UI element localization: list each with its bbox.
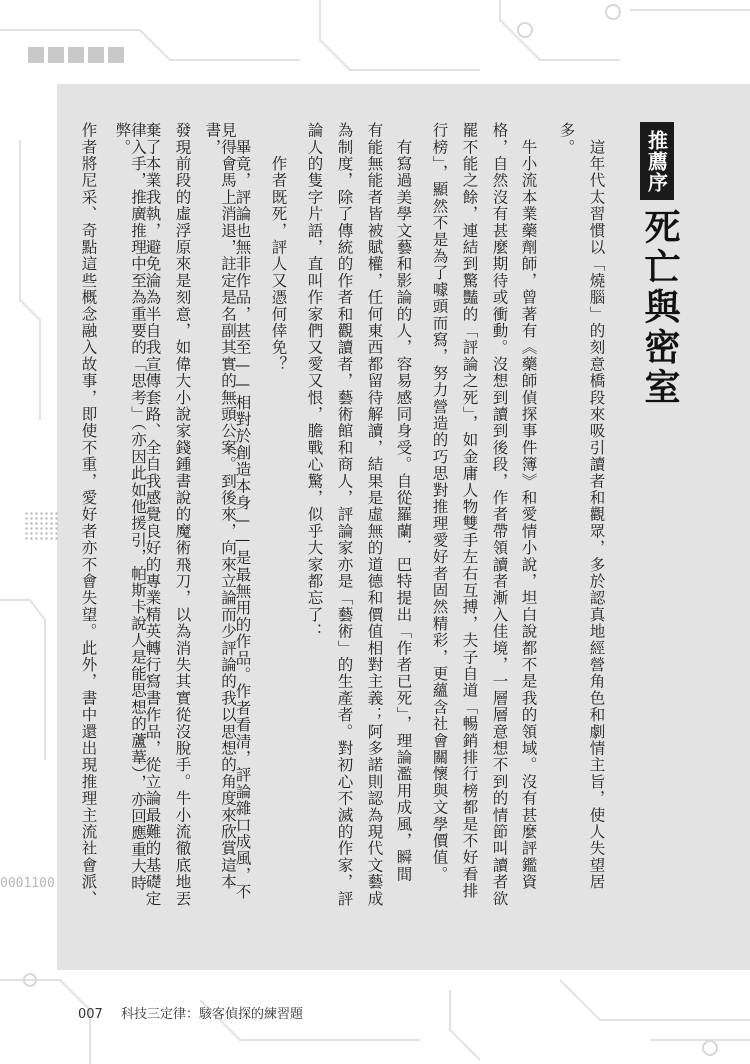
decor-binary-text: 0001100 [0,876,55,891]
page-footer [78,1003,303,1022]
decor-dot-grid [24,511,58,541]
text-column: 有能無能者皆被賦權，任何東西都留待解讀，結果是虛無的道德和價值相對主義；阿多諾則認為現代文藝成 [365,122,384,907]
foreword-badge: 推薦序 [640,122,674,200]
text-column: 作者既死，評人又憑何倖免？ [269,122,288,373]
text-column: 為制度，除了傳統的作者和觀讀者，藝術館和商人，評論家亦是「藝術」的生產者。對初心不滅的作家，評 [335,122,354,907]
text-column: 論人的隻字片語，直叫作家們又愛又恨，膽戰心驚，似乎大家都忘了： [305,122,324,640]
decor-squares [28,47,124,63]
text-column: 罷不能之餘，連結到驚豔的「評論之死」，如金庸人物雙手左右互搏，夫子自道「暢銷排行榜都是不好看排 [460,122,479,900]
text-column: 見得會馬上消退，註定是名副其實的無頭公案。到後來，向來立論而少評論的我以思想的角度來欣賞這本書， [203,122,237,891]
text-column: 棄了本業我執，避免淪為半自我宣傳套路、全自我感覺良好的專業精英轉行寫書作品，從立論最難的基礎定 [143,122,162,907]
page-title: 死亡與密室 [639,208,680,408]
text-column: 發現前段的虛浮原來是刻意，如偉大小說家錢鍾書說的魔術飛刀，以為消失其實從沒脫手。牛小流徹底地丟 [173,122,192,907]
text-column: 律入手，推廣推理中至為重要的「思考」（亦因此如他援引，帕斯卡說人是能思想的蘆葦），亦回應重大時弊。 [113,122,147,892]
text-column: 有寫過美學文藝和影論的人，容易感同身受。自從羅蘭．巴特提出「作者已死」，理論濫用成風，瞬間 [394,122,413,883]
text-column: 牛小流本業藥劑師，曾著有《藥師偵探事件簿》和愛情小說，坦白說都不是我的領域。沒有甚麼評鑑資 [519,122,538,891]
text-column: 行榜」，顯然不是為了噱頭而寫，努力營造的巧思對推理愛好者固然精彩，更蘊含社會關懷與文學價值。 [430,122,449,883]
text-column: 多。 [557,122,576,156]
text-column: 畢竟，評論也無非作品，甚至——相對於創造本身——是最無用的作品。作者看清，評論雜口成風，不 [233,122,252,901]
text-column: 格，自然沒有甚麼期待或衝動。沒想到讀到後段，作者帶領讀者漸入佳境，一層層意想不到的情節叫讀者欲 [490,122,509,907]
page-number: 007 [78,1007,103,1022]
text-column: 作者將尼采、奇點這些概念融入故事，即使不重，愛好者亦不會失望。此外，書中還出現推理主流社會派、 [79,122,98,907]
book-title: 科技三定律：駭客偵探的練習題 [120,1007,303,1022]
text-column: 這年代太習慣以「燒腦」的刻意橋段來吸引讀者和觀眾，多於認真地經營角色和劇情主旨，使人失望居 [587,122,606,891]
